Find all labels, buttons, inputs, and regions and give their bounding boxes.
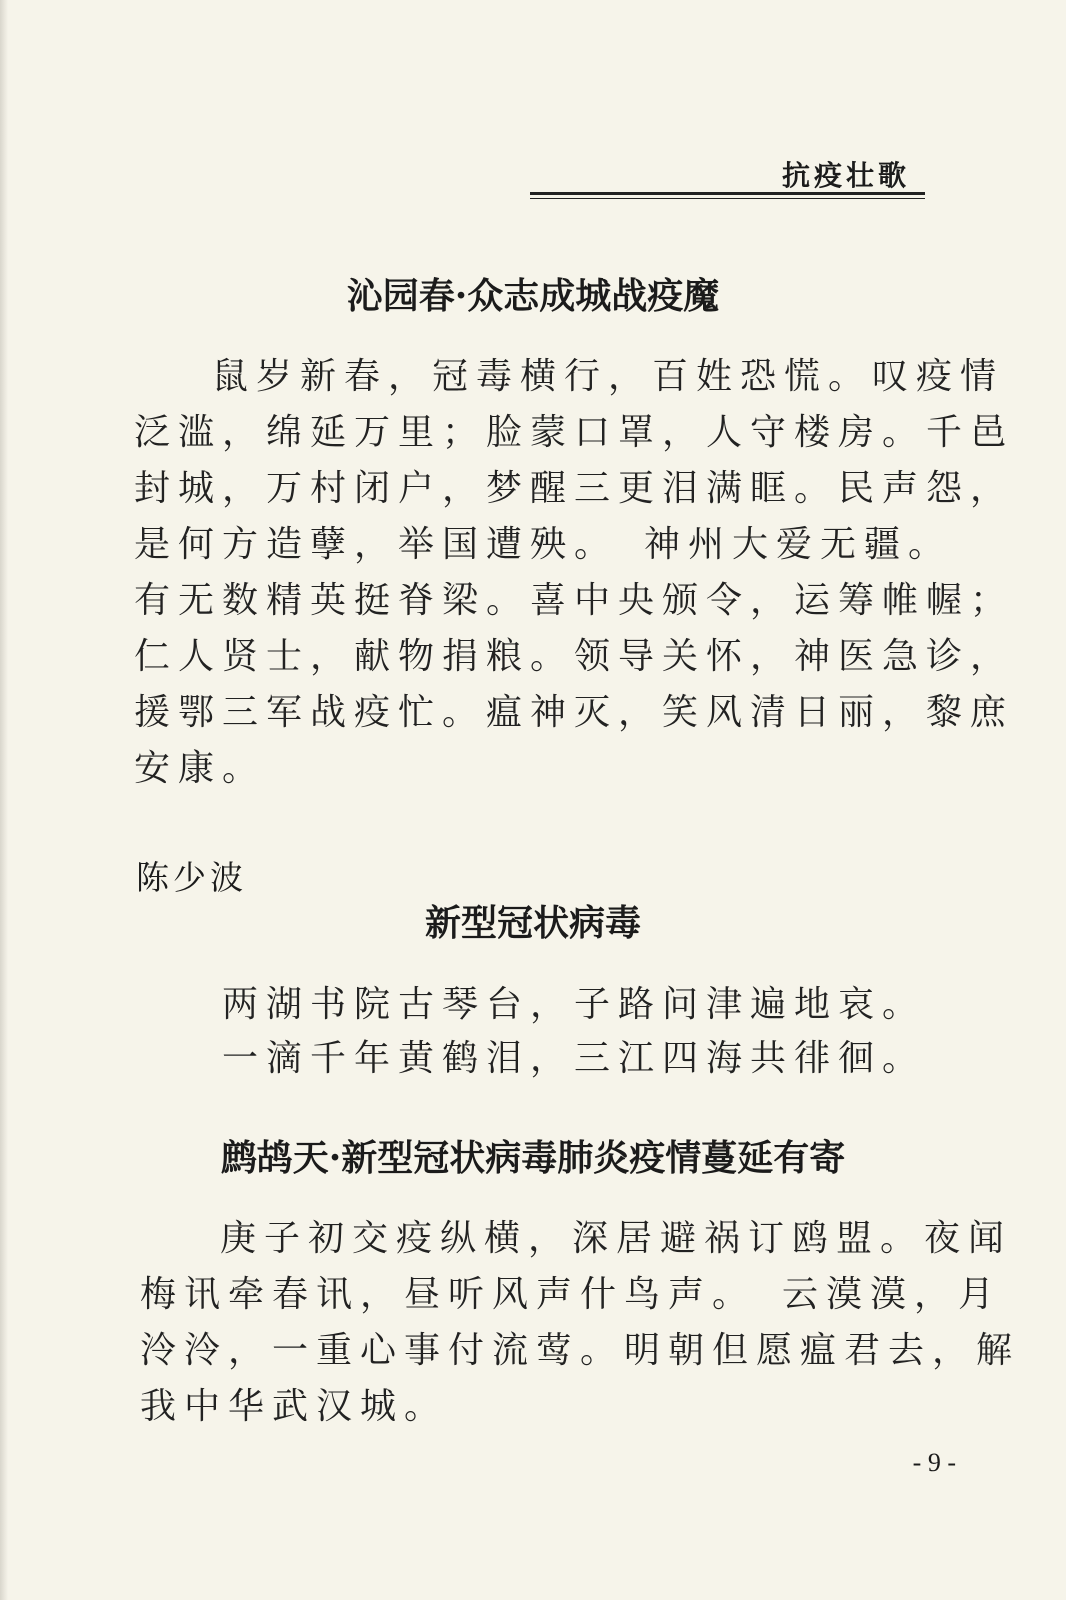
page-number: - 9 - — [912, 1448, 956, 1477]
poem-title-1: 沁园春·众志成城战疫魔 — [346, 275, 720, 317]
poem-1-line: 是何方造孽，举国遭殃。 神州大爱无疆。 — [134, 524, 953, 565]
poem-1-line: 安康。 — [134, 748, 267, 789]
poem-2-line: 一滴千年黄鹤泪，三江四海共徘徊。 — [222, 1038, 927, 1079]
header-rule — [530, 192, 925, 199]
page-edge — [0, 0, 8, 1600]
author: 陈少波 — [136, 858, 247, 897]
poem-1-line: 封城，万村闭户，梦醒三更泪满眶。民声怨， — [134, 468, 1015, 509]
poem-title-3: 鹧鸪天·新型冠状病毒肺炎疫情蔓延有寄 — [220, 1137, 846, 1179]
poem-1-line: 鼠岁新春，冠毒横行，百姓恐慌。叹疫情 — [212, 356, 1005, 397]
poem-3-line: 我中华武汉城。 — [140, 1386, 449, 1427]
poem-3-line: 泠泠，一重心事付流莺。明朝但愿瘟君去，解 — [140, 1330, 1021, 1371]
poem-3-line: 庚子初交疫纵横，深居避祸订鸥盟。夜闻 — [220, 1218, 1013, 1259]
poem-1-line: 有无数精英挺脊梁。喜中央颁令，运筹帷幄； — [134, 580, 1015, 621]
poem-title-2: 新型冠状病毒 — [424, 902, 641, 944]
poem-3-line: 梅讯牵春讯，昼听风声什鸟声。 云漠漠，月 — [140, 1274, 1003, 1315]
poem-1-line: 仁人贤士，献物捐粮。领导关怀，神医急诊， — [134, 636, 1015, 677]
poem-1-line: 泛滥，绵延万里；脸蒙口罩，人守楼房。千邑 — [134, 412, 1015, 453]
poem-2-line: 两湖书院古琴台，子路问津遍地哀。 — [222, 984, 927, 1025]
running-head: 抗疫壮歌 — [781, 159, 910, 192]
poem-1-line: 援鄂三军战疫忙。瘟神灭，笑风清日丽，黎庶 — [134, 692, 1015, 733]
